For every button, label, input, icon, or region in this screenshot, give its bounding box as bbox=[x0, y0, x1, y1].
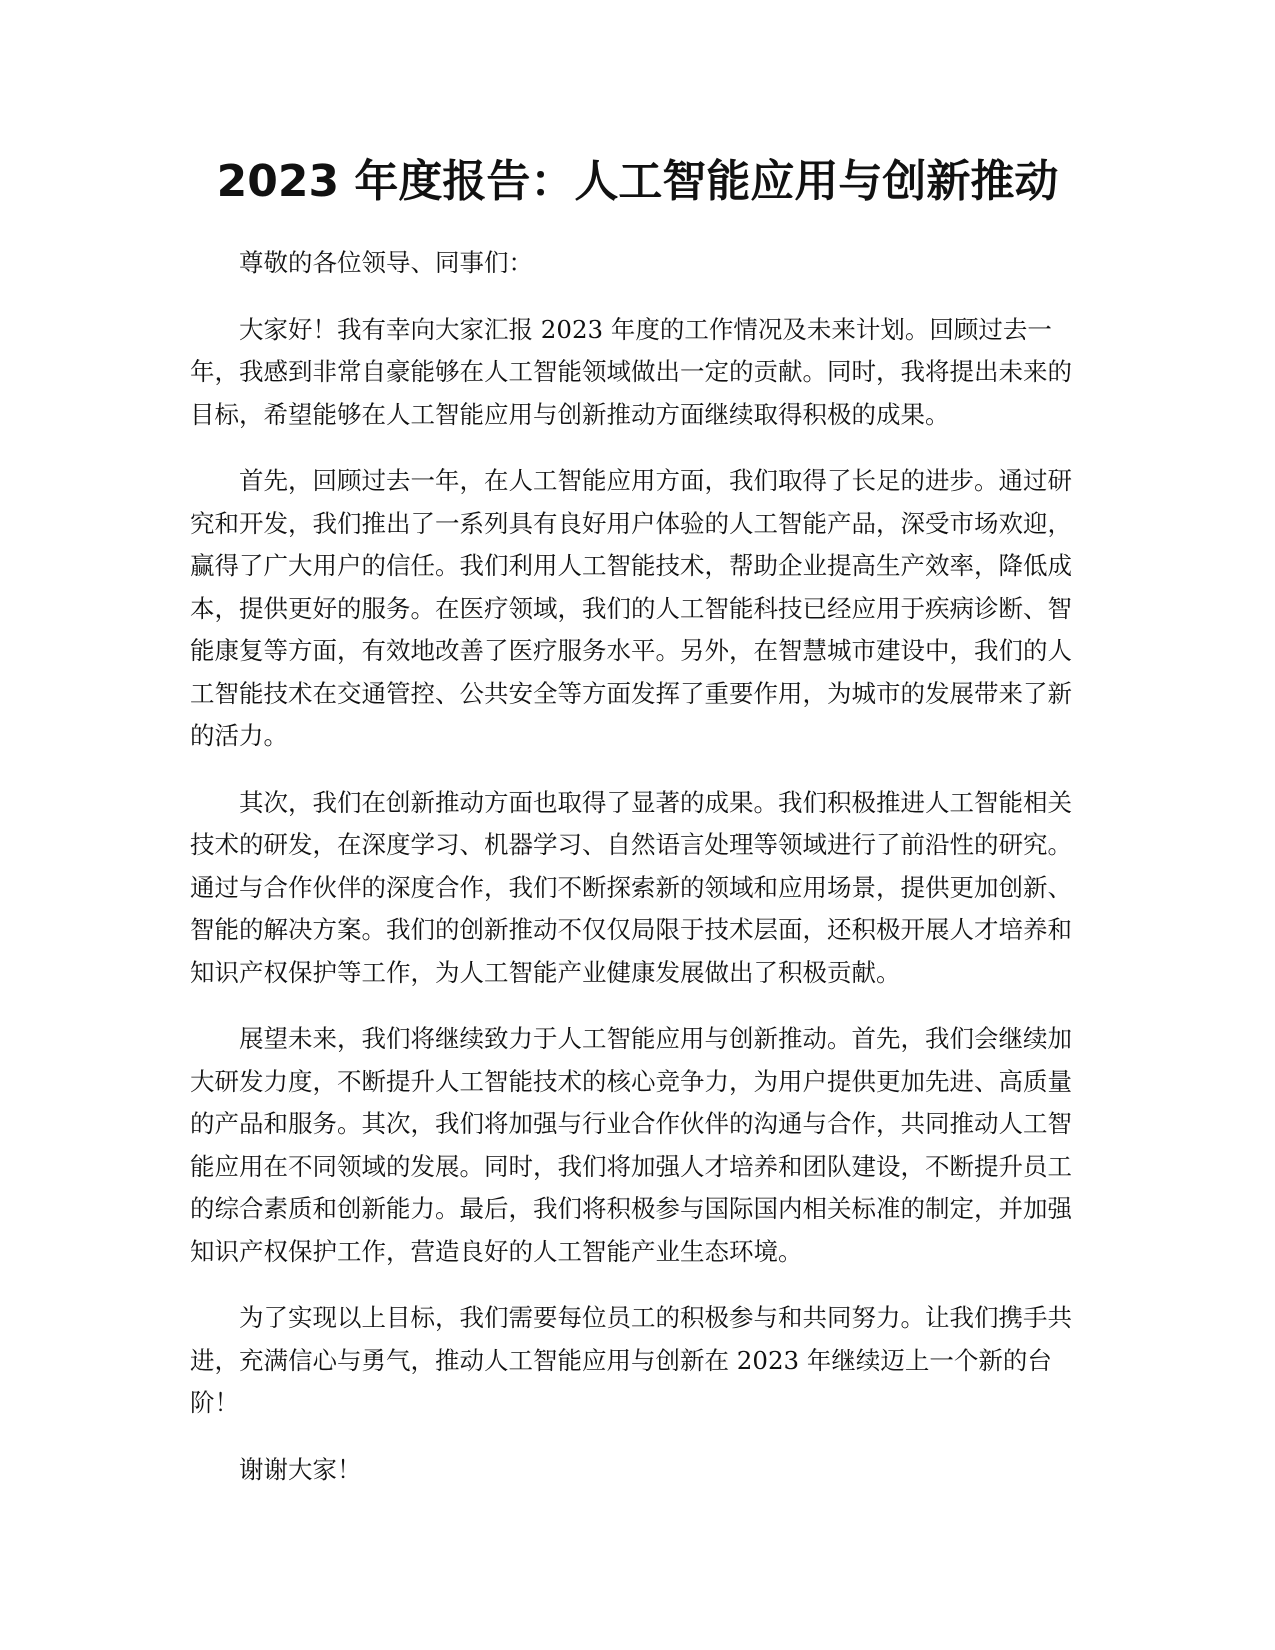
paragraph-outlook: 展望未来，我们将继续致力于人工智能应用与创新推动。首先，我们会继续加大研发力度，不断提升人工智能技术的核心竞争力，为用户提供更加先进、高质量的产品和服务。其次，我们将加强与行业合作伙伴的沟通与合作，共同推动人工智能应用在不同领域的发展。同时，我们将加强人才培养和团队建设，不断提升员工的综合素质和创新能力。最后，我们将积极参与国际国内相关标准的制定，并加强知识产权保护工作，营造良好的人工智能产业生态环境。 bbox=[190, 1024, 1072, 1266]
paragraph-innovation: 其次，我们在创新推动方面也取得了显著的成果。我们积极推进人工智能相关技术的研发，在深度学习、机器学习、自然语言处理等领域进行了前沿性的研究。通过与合作伙伴的深度合作，我们不断探索新的领域和应用场景，提供更加创新、智能的解决方案。我们的创新推动不仅仅局限于技术层面，还积极开展人才培养和知识产权保护等工作，为人工智能产业健康发展做出了积极贡献。 bbox=[190, 787, 1072, 987]
document-title: 2023 年度报告：人工智能应用与创新推动 bbox=[216, 156, 1059, 207]
paragraph-review: 首先，回顾过去一年，在人工智能应用方面，我们取得了长足的进步。通过研究和开发，我们推出了一系列具有良好用户体验的人工智能产品，深受市场欢迎，赢得了广大用户的信任。我们利用人工智能技术，帮助企业提高生产效率，降低成本，提供更好的服务。在医疗领域，我们的人工智能科技已经应用于疾病诊断、智能康复等方面，有效地改善了医疗服务水平。另外，在智慧城市建设中，我们的人工智能技术在交通管控、公共安全等方面发挥了重要作用，为城市的发展带来了新的活力。 bbox=[190, 466, 1072, 750]
document-body bbox=[190, 242, 1085, 1515]
paragraph-call-to-action: 为了实现以上目标，我们需要每位员工的积极参与和共同努力。让我们携手共进，充满信心与勇气，推动人工智能应用与创新在 2023 年继续迈上一个新的台阶！ bbox=[190, 1303, 1072, 1417]
paragraph-intro: 大家好！我有幸向大家汇报 2023 年度的工作情况及未来计划。回顾过去一年，我感到非常自豪能够在人工智能领域做出一定的贡献。同时，我将提出未来的目标，希望能够在人工智能应用与创新推动方面继续取得积极的成果。 bbox=[190, 314, 1072, 429]
closing: 谢谢大家！ bbox=[239, 1454, 362, 1484]
salutation: 尊敬的各位领导、同事们： bbox=[239, 248, 533, 277]
